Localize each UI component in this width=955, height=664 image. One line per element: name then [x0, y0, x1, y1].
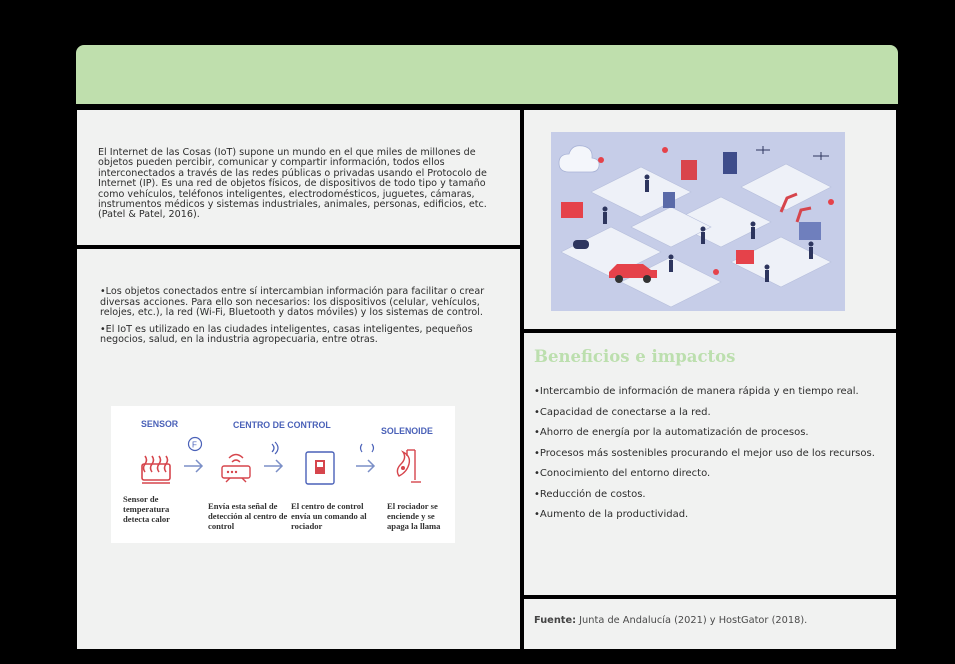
- arrow-right-icon: [263, 458, 285, 474]
- control-caption: El centro de control envía un comando al rociador: [291, 501, 367, 531]
- benefits-list: [534, 385, 884, 529]
- fahrenheit-badge-icon: [187, 436, 203, 452]
- control-panel-icon: [303, 450, 337, 486]
- image-panel: [524, 110, 896, 329]
- benefit-item: •Ahorro de energía por la automatización de procesos.: [534, 427, 809, 438]
- intro-panel: [77, 110, 520, 245]
- sensor-label: SENSOR: [141, 419, 179, 429]
- benefits-panel: [524, 333, 896, 595]
- intro-text: El Internet de las Cosas (IoT) supone un mundo en el que miles de millones de objetos pueden percibir, comunicar y compartir información, todos ellos interconectados a través de las redes públicas o privadas usando el Protocolo de Internet (IP). Es una red de objetos físicos, de dispositivos de todo tipo y tamaño como vehículos, teléfonos inteligentes, electrodomésticos, juguetes, cámaras, instrumentos médicos y sistemas industriales, animales, personas, edificios, etc. (Patel & Patel, 2016).: [98, 147, 487, 221]
- benefit-item: •Reducción de costos.: [534, 488, 646, 500]
- smart-city-illustration: [551, 132, 845, 311]
- objects-paragraph: •Los objetos conectados entre sí intercambian información para facilitar o crear diversas acciones. Para ello son necesarios: los dispositivos (celular, vehículos, relojes, etc.), la red (Wi-Fi, Bluetooth y datos móviles) y los sistemas de control.: [100, 286, 485, 319]
- router-icon: [219, 446, 253, 484]
- control-center-label: CENTRO DE CONTROL: [233, 420, 331, 430]
- solenoid-label: SOLENOIDE: [381, 426, 433, 436]
- objects-panel: [77, 249, 520, 649]
- header-band: [76, 45, 898, 104]
- signal-icon: [269, 440, 283, 456]
- benefit-item: •Conocimiento del entorno directo.: [534, 468, 711, 479]
- source-label: Fuente:: [534, 615, 577, 626]
- smart-city-image: [551, 132, 845, 311]
- iot-flow-diagram: [111, 406, 455, 543]
- wireless-icon: [359, 442, 375, 454]
- sensor-caption: Sensor de temperatura detecta calor: [123, 494, 171, 524]
- arrow-right-icon: [183, 458, 205, 474]
- arrow-right-icon: [355, 458, 377, 474]
- objects-paragraph: •El IoT es utilizado en las ciudades inteligentes, casas inteligentes, pequeños negocios, salud, en la industria agropecuaria, entre otras.: [100, 323, 473, 346]
- benefit-item: •Capacidad de conectarse a la red.: [534, 406, 711, 418]
- source-panel: [524, 599, 896, 649]
- sprinkler-caption: El rociador se enciende y se apaga la llama: [387, 501, 441, 531]
- benefit-item: •Procesos más sostenibles procurando el mejor uso de los recursos.: [534, 447, 875, 459]
- benefit-item: •Intercambio de información de manera rápida y en tiempo real.: [534, 386, 859, 397]
- benefits-title: Beneficios e impactos: [534, 347, 736, 366]
- source-text: Junta de Andalucía (2021) y HostGator (2018).: [579, 615, 808, 626]
- source-line: [534, 615, 807, 626]
- signal-caption: Envía esta señal de detección al centro de control: [208, 501, 288, 531]
- heater-icon: [139, 452, 175, 486]
- objects-text: [100, 287, 500, 352]
- svg-text:F: F: [192, 440, 197, 450]
- sprinkler-icon: [391, 446, 429, 486]
- benefit-item: •Aumento de la productividad.: [534, 509, 689, 520]
